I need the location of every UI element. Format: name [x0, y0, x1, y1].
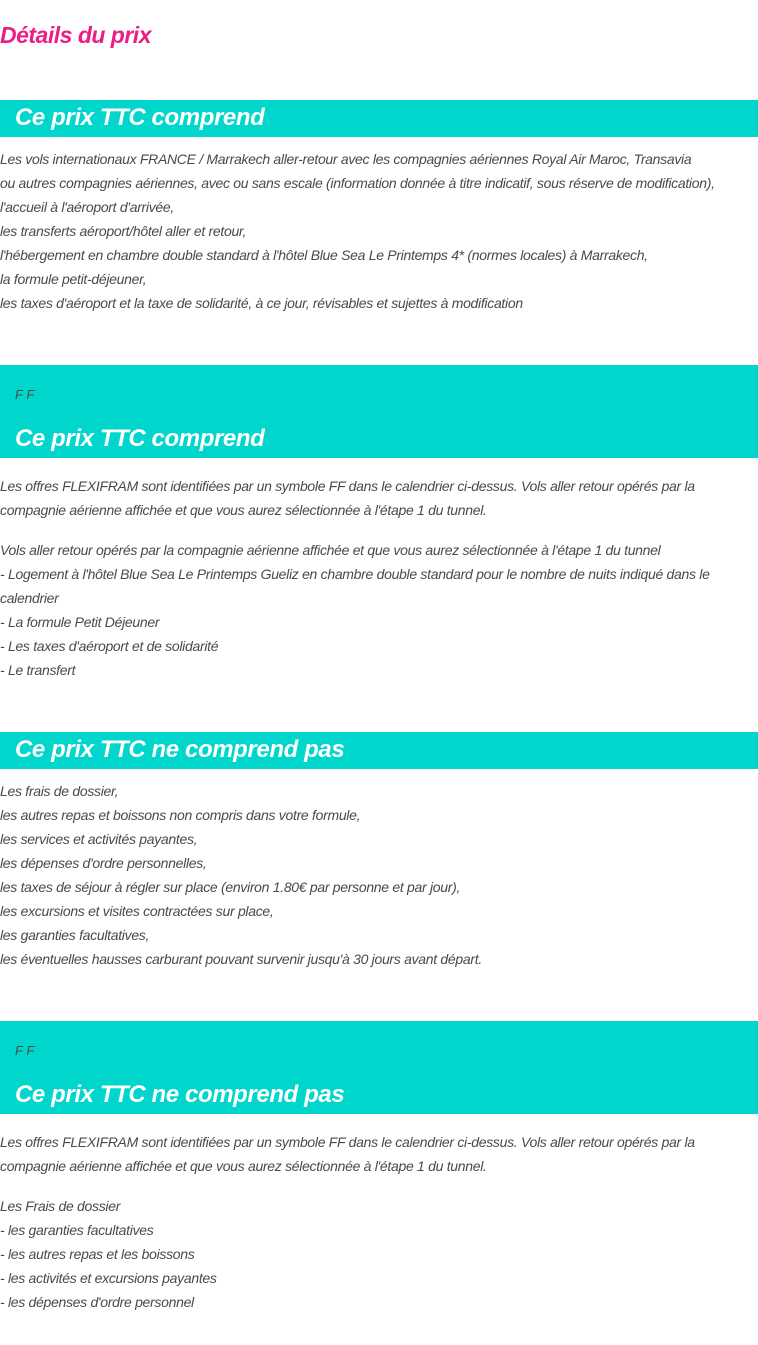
list-item: Vols aller retour opérés par la compagnie aérienne affichée et que vous aurez sélectionnée à l'étape 1 du tunnel — [0, 542, 661, 558]
section-ff-includes-intro — [0, 474, 758, 522]
page-title: Détails du prix — [0, 22, 151, 48]
list-item: - les autres repas et les boissons — [0, 1246, 195, 1262]
list-item: - Logement à l'hôtel Blue Sea Le Printemps Gueliz en chambre double standard pour le nombre de nuits indiqué dans le calendrier — [0, 566, 710, 606]
list-item: - les dépenses d'ordre personnel — [0, 1294, 194, 1310]
list-item: les éventuelles hausses carburant pouvant survenir jusqu'à 30 jours avant départ. — [0, 951, 482, 967]
section-excludes-list — [0, 779, 758, 971]
section-ff-excludes-band — [0, 1021, 758, 1114]
section-ff-excludes-title: Ce prix TTC ne comprend pas — [15, 1081, 345, 1108]
list-item: - La formule Petit Déjeuner — [0, 614, 160, 630]
list-item: l'hébergement en chambre double standard à l'hôtel Blue Sea Le Printemps 4* (normes locales) à Marrakech, — [0, 247, 648, 263]
list-item: Les Frais de dossier — [0, 1198, 121, 1214]
section-includes-list — [0, 147, 758, 315]
list-item: ou autres compagnies aériennes, avec ou sans escale (information donnée à titre indicatif, sous réserve de modification), — [0, 175, 715, 191]
ff-tag: F F — [15, 387, 35, 402]
list-item: - les activités et excursions payantes — [0, 1270, 217, 1286]
list-item: les autres repas et boissons non compris dans votre formule, — [0, 807, 361, 823]
intro-paragraph: Les offres FLEXIFRAM sont identifiées par un symbole FF dans le calendrier ci-dessus. Vols aller retour opérés par la compagnie aérienne affichée et que vous aurez sélectionnée à l'étape 1 du tunnel. — [0, 478, 695, 518]
section-excludes-band — [0, 732, 758, 769]
section-ff-includes-band — [0, 365, 758, 458]
list-item: les garanties facultatives, — [0, 927, 150, 943]
ff-tag: F F — [15, 1043, 35, 1058]
list-item: les transferts aéroport/hôtel aller et retour, — [0, 223, 247, 239]
section-ff-includes-list — [0, 538, 758, 682]
list-item: la formule petit-déjeuner, — [0, 271, 147, 287]
list-item: les dépenses d'ordre personnelles, — [0, 855, 207, 871]
intro-paragraph: Les offres FLEXIFRAM sont identifiées par un symbole FF dans le calendrier ci-dessus. Vols aller retour opérés par la compagnie aérienne affichée et que vous aurez sélectionnée à l'étape 1 du tunnel. — [0, 1134, 695, 1174]
section-includes-band — [0, 100, 758, 137]
section-includes-title: Ce prix TTC comprend — [15, 104, 265, 131]
list-item: les services et activités payantes, — [0, 831, 198, 847]
section-ff-includes-title: Ce prix TTC comprend — [15, 425, 265, 452]
list-item: l'accueil à l'aéroport d'arrivée, — [0, 199, 174, 215]
section-ff-excludes-list — [0, 1194, 758, 1314]
list-item: - les garanties facultatives — [0, 1222, 154, 1238]
list-item: les taxes d'aéroport et la taxe de solidarité, à ce jour, révisables et sujettes à modification — [0, 295, 523, 311]
section-ff-excludes-intro — [0, 1130, 758, 1178]
list-item: les excursions et visites contractées sur place, — [0, 903, 274, 919]
list-item: Les vols internationaux FRANCE / Marrakech aller-retour avec les compagnies aériennes Royal Air Maroc, Transavia — [0, 151, 692, 167]
section-excludes-title: Ce prix TTC ne comprend pas — [15, 736, 345, 763]
list-item: les taxes de séjour à régler sur place (environ 1.80€ par personne et par jour), — [0, 879, 461, 895]
list-item: Les frais de dossier, — [0, 783, 119, 799]
list-item: - Les taxes d'aéroport et de solidarité — [0, 638, 219, 654]
list-item: - Le transfert — [0, 662, 76, 678]
